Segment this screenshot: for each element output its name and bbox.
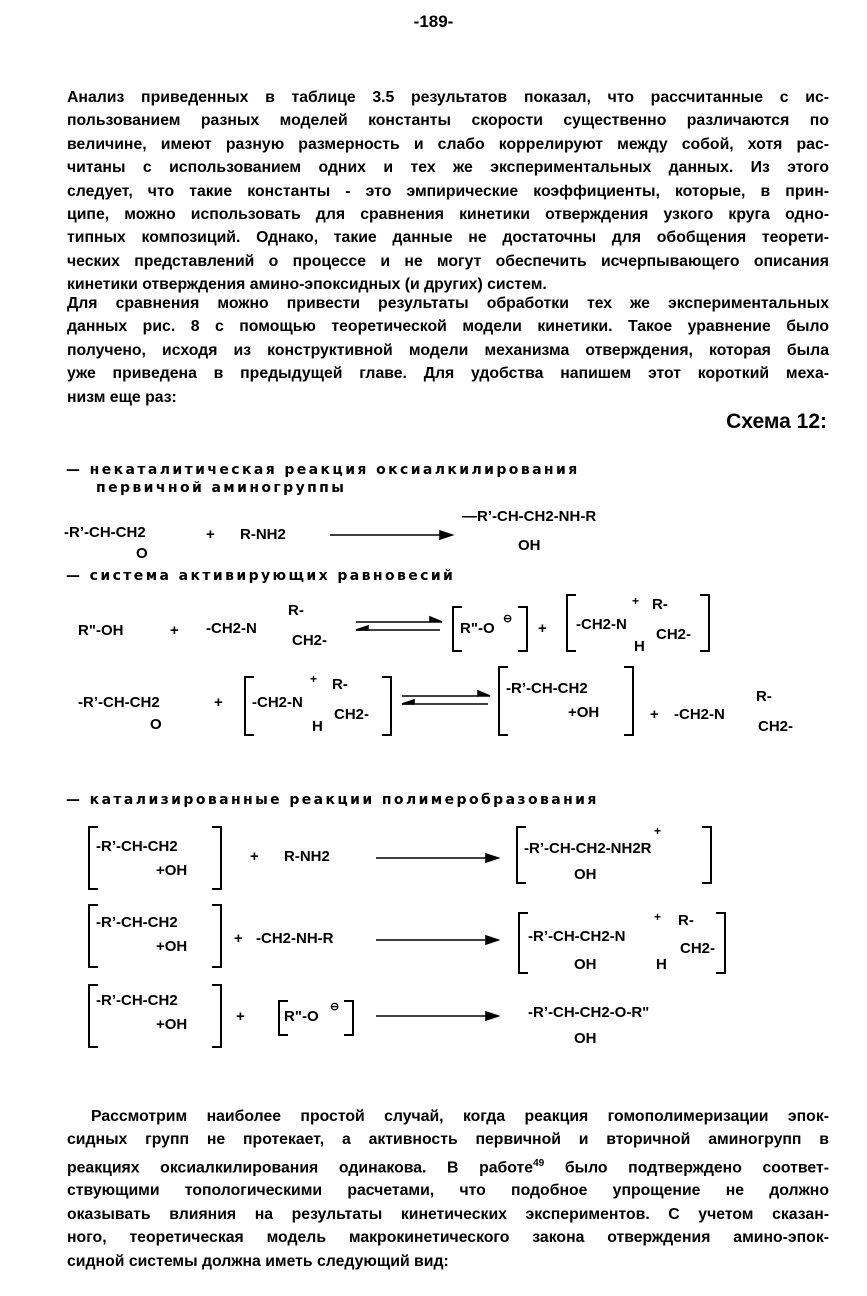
plus-sign: + [206, 526, 215, 543]
substituent-r: R- [652, 596, 668, 613]
product-b: -R’-CH-CH2-N [528, 928, 626, 945]
text-line: величине, имеют разную размерность и слабо коррелируют между собой, хотя рас- [67, 135, 829, 153]
text-fragment: было подтверждено соответ- [544, 1159, 830, 1177]
substituent-r: R- [332, 676, 348, 693]
product-a: -R’-CH-CH2-NH2R [524, 840, 652, 857]
secondary-amine: -CH2-NH-R [256, 930, 334, 947]
epoxide: -R’-CH-CH2 [78, 694, 160, 711]
protonated-epoxide: -R’-CH-CH2 [96, 914, 178, 931]
plus-sign: + [650, 706, 659, 723]
text-line: ческих представлений о процессе и не могут обеспечить исчерпывающего описания [67, 252, 829, 270]
product-1: —R’-CH-CH2-NH-R [462, 508, 597, 525]
text-line: ствующими топологическими расчетами, что подобное упрощение не должно [67, 1182, 829, 1200]
negative-charge: ⊖ [503, 613, 513, 625]
substituent-r: R- [756, 688, 772, 705]
substituent-ch2: CH2- [292, 632, 328, 649]
text-line: Для сравнения можно привести результаты обработки тех же экспериментальных [67, 295, 829, 312]
hydrogen: H [634, 638, 645, 655]
substituent-ch2: CH2- [680, 940, 716, 957]
page-number: -189- [413, 12, 454, 31]
reference-number: 49 [533, 1157, 545, 1169]
text-line: пользованием разных моделей константы скорости существенно различаются по [67, 112, 829, 130]
text-line: типных композиций. Однако, такие данные не достаточны для обобщения теорети- [67, 229, 829, 247]
epoxide: -R’-CH-CH2 [64, 524, 146, 541]
text-line: читаны с использованием одних и тех же экспериментальных данных. Из этого [67, 159, 829, 177]
plus-sign: + [538, 620, 547, 637]
plus-sign: + [234, 930, 243, 947]
substituent-ch2: CH2- [334, 706, 370, 723]
substituent-ch2: CH2- [758, 718, 794, 735]
text-line: ципе, можно использовать для сравнения кинетики отверждения узкого круга одно- [67, 206, 829, 224]
substituent-ch2: CH2- [656, 626, 692, 643]
alkoxide: R"-O [284, 1008, 319, 1025]
hydroxyl: OH [574, 1030, 597, 1047]
alcohol: R"-OH [78, 622, 124, 639]
scheme-title: Схема 12: [726, 410, 827, 433]
tertiary-amine: -CH2-N [206, 620, 257, 637]
hydroxyl: OH [574, 866, 597, 883]
protonated-epoxide: -R’-CH-CH2 [96, 838, 178, 855]
plus-sign: + [250, 848, 259, 865]
text-line [67, 1152, 829, 1180]
protonated-oxygen: +OH [156, 1016, 188, 1033]
text-line: оказывать влияния на результаты кинетических экспериментов. С учетом сказан- [67, 1205, 829, 1223]
hydrogen: H [656, 956, 667, 973]
negative-charge: ⊖ [330, 1001, 340, 1013]
text-fragment: реакциях оксиалкилирования одинакова. В работе [67, 1159, 534, 1177]
protonated-oxygen: +OH [156, 938, 188, 955]
protonated-epoxide: -R’-CH-CH2 [96, 992, 178, 1009]
amine: R-NH2 [240, 526, 286, 543]
section-heading-3: — катализированные реакции полимеробразования [66, 792, 599, 808]
protonated-oxygen: +OH [156, 862, 188, 879]
section-heading-1b: первичной аминогруппы [96, 480, 347, 496]
text-line: получено, исходя из конструктивной модели механизма отверждения, которая была [67, 341, 829, 359]
plus-sign: + [236, 1008, 245, 1025]
text-line: кинетики отверждения амино-эпоксидных (и других) систем. [67, 276, 547, 294]
epoxide-oxygen: O [150, 716, 162, 733]
text-line: сидной системы должна иметь следующий вид: [67, 1252, 449, 1270]
substituent-r: R- [678, 912, 694, 929]
positive-charge: + [654, 824, 662, 838]
section-heading-2: — система активирующих равновесий [66, 568, 456, 584]
section-heading-1: — некаталитическая реакция оксиалкилирования [66, 462, 580, 478]
protonated-oxygen: +OH [568, 704, 600, 721]
text-line: сидных групп не протекает, а активность первичной и вторичной аминогрупп в [67, 1131, 829, 1149]
substituent-r: R- [288, 602, 304, 619]
hydroxyl: OH [574, 956, 597, 973]
protonated-epoxide: -R’-CH-CH2 [506, 680, 588, 697]
amine: R-NH2 [284, 848, 330, 865]
text-line: данных рис. 8 с помощью теоретической модели кинетики. Такое уравнение было [67, 318, 829, 336]
ammonium: -CH2-N [252, 694, 303, 711]
hydroxyl: OH [518, 537, 541, 554]
text-line: Рассмотрим наиболее простой случай, когда реакция гомополимеризации эпок- [91, 1108, 829, 1125]
plus-sign: + [170, 622, 179, 639]
positive-charge: + [310, 672, 318, 686]
text-line: следует, что такие константы - это эмпирические коэффициенты, которые, в прин- [67, 182, 829, 200]
text-line: низм еще раз: [67, 388, 177, 406]
text-line: ного, теоретическая модель макрокинетического закона отверждения амино-эпок- [67, 1229, 829, 1247]
epoxide-oxygen: O [136, 545, 148, 562]
tertiary-amine: -CH2-N [674, 706, 725, 723]
ammonium: -CH2-N [576, 616, 627, 633]
paragraph-3 [67, 1105, 829, 1273]
hydrogen: H [312, 718, 323, 735]
text-line: уже приведена в предыдущей главе. Для удобства напишем этот короткий меха- [67, 365, 829, 383]
positive-charge: + [654, 910, 662, 924]
product-c: -R’-CH-CH2-O-R" [528, 1004, 650, 1021]
positive-charge: + [632, 594, 640, 608]
text-line: Анализ приведенных в таблице 3.5 результатов показал, что рассчитанные с ис- [67, 89, 829, 106]
alkoxide: R"-O [460, 620, 495, 637]
plus-sign: + [214, 694, 223, 711]
